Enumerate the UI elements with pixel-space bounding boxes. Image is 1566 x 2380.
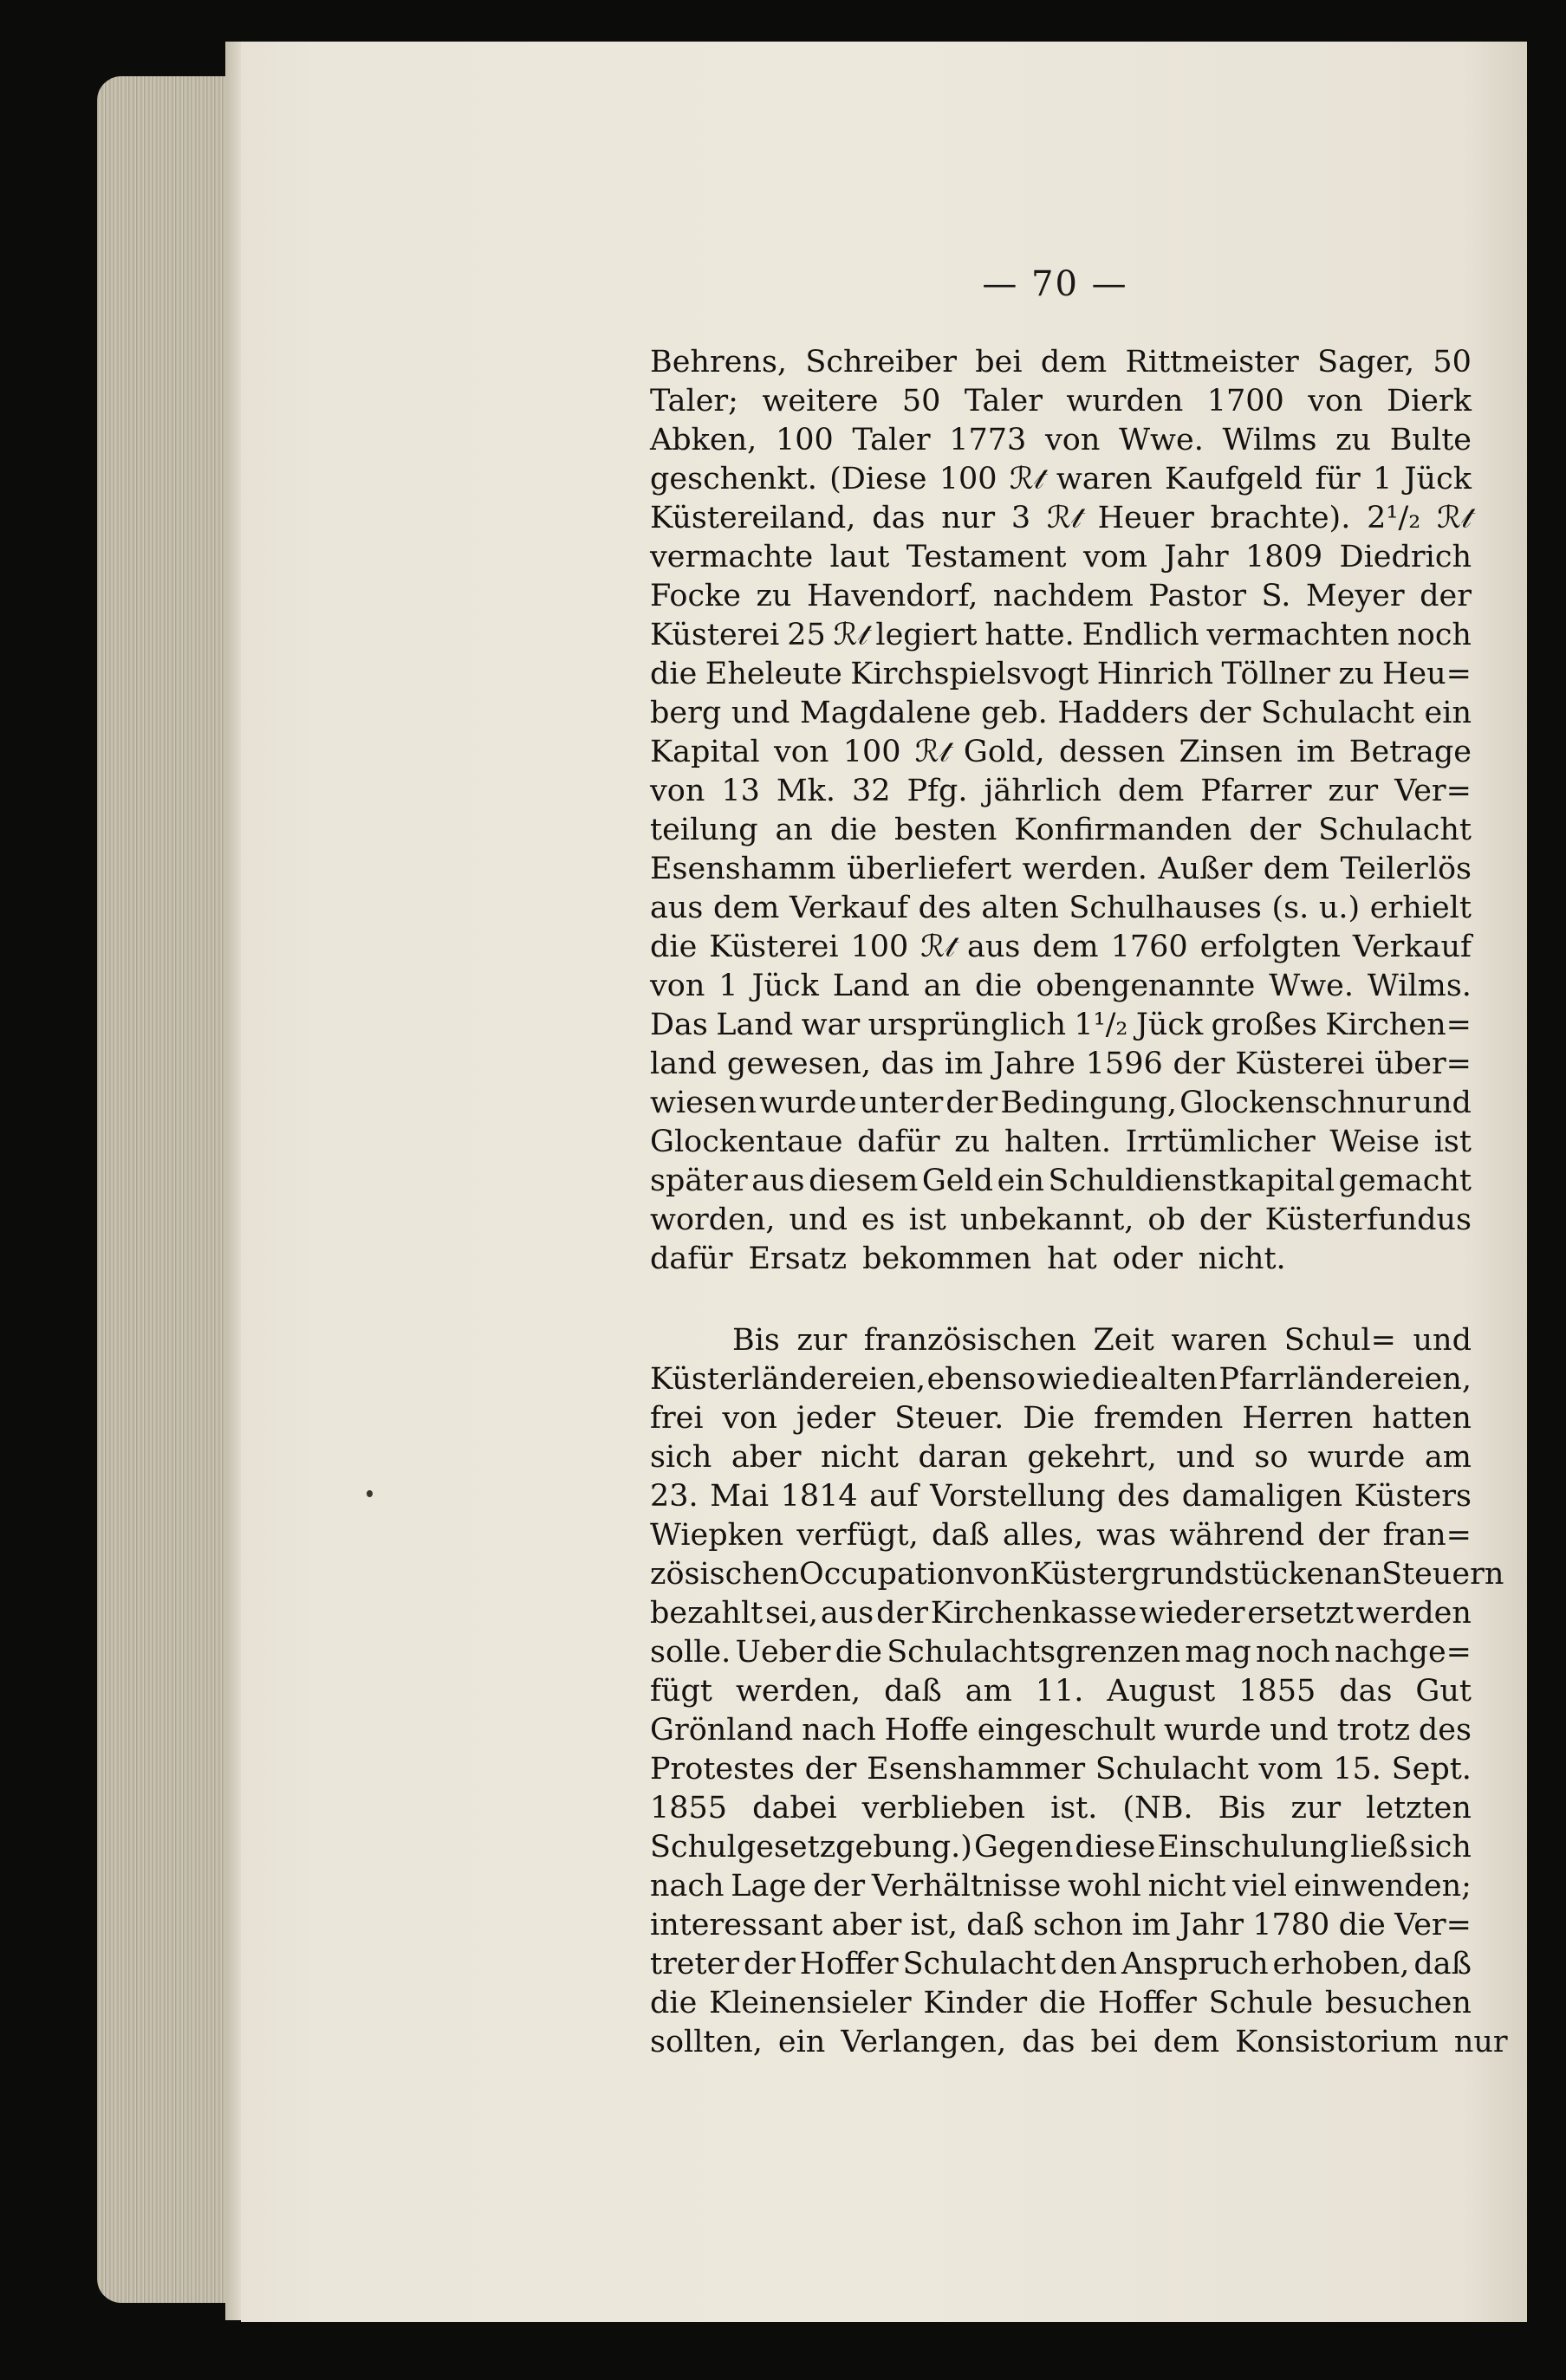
text-line: später aus diesem Geld ein Schuldienstkapital gemacht <box>650 1164 1472 1198</box>
text-line: solle. Ueber die Schulachtsgrenzen mag noch nachge= <box>650 1635 1472 1670</box>
paragraph-gap <box>650 1279 1472 1321</box>
page-number: — 70 — <box>982 264 1128 304</box>
text-line: fügt werden, daß am 11. August 1855 das Gut <box>650 1674 1472 1709</box>
body-text <box>650 343 1508 2062</box>
text-line: Küsterei 25 ℛ𝓉 legiert hatte. Endlich vermachten noch <box>650 618 1472 652</box>
text-line: teilung an die besten Konfirmanden der Schulacht <box>650 813 1472 847</box>
text-line: sich aber nicht daran gekehrt, und so wurde am <box>650 1440 1472 1475</box>
text-line: Abken, 100 Taler 1773 von Wwe. Wilms zu Bulte <box>650 423 1472 457</box>
text-line: von 13 Mk. 32 Pfg. jährlich dem Pfarrer zur Ver= <box>650 774 1472 808</box>
text-line: aus dem Verkauf des alten Schulhauses (s. u.) erhielt <box>650 891 1472 925</box>
text-line: land gewesen, das im Jahre 1596 der Küsterei über= <box>650 1047 1472 1081</box>
text-line: 1855 dabei verblieben ist. (NB. Bis zur letzten <box>650 1791 1472 1826</box>
ink-speck <box>367 1490 373 1497</box>
text-line: die Küsterei 100 ℛ𝓉 aus dem 1760 erfolgten Verkauf <box>650 930 1472 964</box>
book-page-stack <box>97 76 236 2303</box>
text-line: wiesen wurde unter der Bedingung, Glockenschnur und <box>650 1086 1472 1120</box>
text-line: berg und Magdalene geb. Hadders der Schulacht ein <box>650 696 1472 730</box>
text-line: interessant aber ist, daß schon im Jahr 1780 die Ver= <box>650 1908 1472 1942</box>
text-line: Bis zur französischen Zeit waren Schul= und <box>732 1323 1472 1358</box>
text-line: Focke zu Havendorf, nachdem Pastor S. Meyer der <box>650 579 1472 613</box>
text-line: Schulgesetzgebung.) Gegen diese Einschulung ließ sich <box>650 1830 1472 1864</box>
text-line: bezahlt sei, aus der Kirchenkasse wieder ersetzt werden <box>650 1596 1472 1631</box>
text-line: 23. Mai 1814 auf Vorstellung des damaligen Küsters <box>650 1479 1472 1514</box>
text-line: Das Land war ursprünglich 1¹/₂ Jück großes Kirchen= <box>650 1008 1472 1042</box>
text-line: geschenkt. (Diese 100 ℛ𝓉 waren Kaufgeld für 1 Jück <box>650 462 1472 496</box>
text-line: worden, und es ist unbekannt, ob der Küsterfundus <box>650 1203 1472 1237</box>
text-line: Protestes der Esenshammer Schulacht vom 15. Sept. <box>650 1752 1472 1787</box>
text-line: vermachte laut Testament vom Jahr 1809 Diedrich <box>650 540 1472 574</box>
text-line: Glockentaue dafür zu halten. Irrtümlicher Weise ist <box>650 1125 1472 1159</box>
text-line: Wiepken verfügt, daß alles, was während der fran= <box>650 1518 1472 1553</box>
text-line: zösischen Occupation von Küstergrundstücken an Steuern <box>650 1557 1504 1592</box>
text-line: Küstereiland, das nur 3 ℛ𝓉 Heuer brachte). 2¹/₂ ℛ𝓉 <box>650 501 1472 535</box>
paragraph <box>650 1321 1508 2062</box>
text-line: Esenshamm überliefert werden. Außer dem Teilerlös <box>650 852 1472 886</box>
text-line: Kapital von 100 ℛ𝓉 Gold, dessen Zinsen im Betrage <box>650 735 1472 769</box>
paragraph <box>650 343 1472 1279</box>
text-line: dafür Ersatz bekommen hat oder nicht. <box>650 1242 1286 1276</box>
text-line: Behrens, Schreiber bei dem Rittmeister Sager, 50 <box>650 345 1472 379</box>
text-line: nach Lage der Verhältnisse wohl nicht viel einwenden; <box>650 1869 1472 1903</box>
book-page-edge <box>225 42 243 2320</box>
text-line: Grönland nach Hoffe eingeschult wurde und trotz des <box>650 1713 1472 1748</box>
text-line: Taler; weitere 50 Taler wurden 1700 von Dierk <box>650 384 1472 418</box>
text-line: von 1 Jück Land an die obengenannte Wwe. Wilms. <box>650 969 1472 1003</box>
text-line: frei von jeder Steuer. Die fremden Herren hatten <box>650 1401 1472 1436</box>
text-line: treter der Hoffer Schulacht den Anspruch erhoben, daß <box>650 1947 1472 1981</box>
text-line: sollten, ein Verlangen, das bei dem Konsistorium nur <box>650 2025 1508 2059</box>
text-line: die Eheleute Kirchspielsvogt Hinrich Töllner zu Heu= <box>650 657 1472 691</box>
text-line: Küsterländereien, ebenso wie die alten Pfarrländereien, <box>650 1362 1472 1397</box>
text-line: die Kleinensieler Kinder die Hoffer Schule besuchen <box>650 1986 1472 2020</box>
